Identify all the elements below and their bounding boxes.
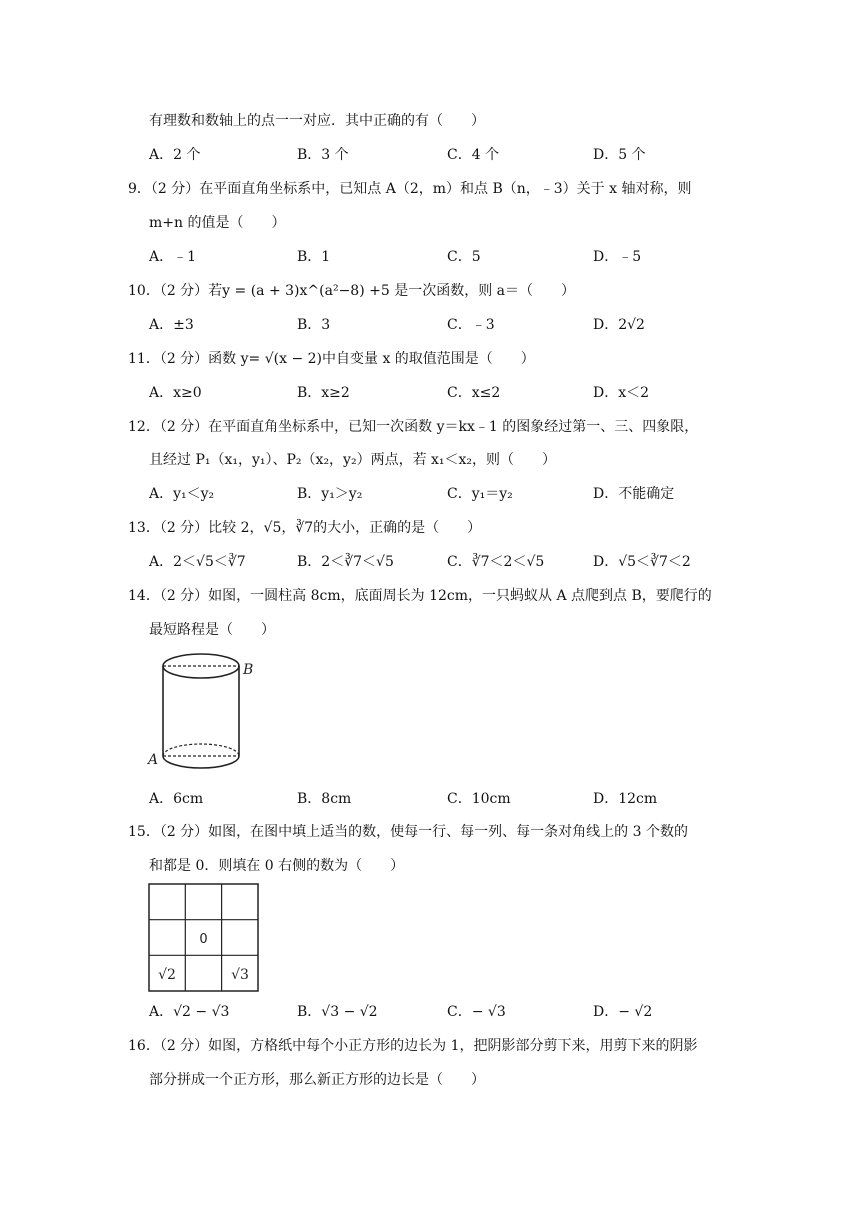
cylinder-bottom-back-arc xyxy=(163,744,239,756)
q15-option-b: B．√3 − √2 xyxy=(297,1004,378,1020)
grid-cell-center: 0 xyxy=(199,932,208,947)
q15-option-d: D．− √2 xyxy=(593,1004,653,1020)
q12-text-cont: 且经过 P₁（x₁，y₁）、P₂（x₂，y₂）两点，若 x₁＜x₂，则（ ） xyxy=(149,452,557,468)
q10-text: 10．（2 分）若y = (a + 3)x^(a²−8) +5 是一次函数，则 a＝（ ） xyxy=(128,283,576,299)
q13-option-c: C．∛7＜2＜√5 xyxy=(447,554,545,570)
q11-option-a: A．x≥0 xyxy=(149,385,202,401)
q15-option-a: A．√2 − √3 xyxy=(149,1004,230,1020)
q11-option-b: B．x≥2 xyxy=(297,385,350,401)
magic-square-grid xyxy=(148,883,260,993)
q10-option-a: A．±3 xyxy=(149,317,194,333)
q14-option-a: A．6cm xyxy=(149,791,204,807)
q8-option-b: B．3 个 xyxy=(297,147,349,163)
q10-option-b: B．3 xyxy=(297,317,331,333)
q12-option-a: A．y₁＜y₂ xyxy=(149,486,215,502)
q13-option-b: B．2＜∛7＜√5 xyxy=(297,554,394,570)
q11-option-c: C．x≤2 xyxy=(447,385,501,401)
q13-option-d: D．√5＜∛7＜2 xyxy=(593,554,691,570)
q11-text: 11．（2 分）函数 y= √(x − 2)中自变量 x 的取值范围是（ ） xyxy=(128,351,535,367)
q16-text: 16．（2 分）如图，方格纸中每个小正方形的边长为 1，把阴影部分剪下来，用剪下来的阴影 xyxy=(128,1038,698,1054)
q11-option-d: D．x＜2 xyxy=(593,385,650,401)
q14-option-b: B．8cm xyxy=(297,791,352,807)
q9-text: 9．（2 分）在平面直角坐标系中，已知点 A（2，m）和点 B（n，﹣3）关于 x 轴对称，则 xyxy=(128,181,692,197)
q9-option-d: D．﹣5 xyxy=(593,249,642,265)
q15-text: 15．（2 分）如图，在图中填上适当的数，使每一行、每一列、每一条对角线上的 3 个数的 xyxy=(128,824,688,840)
q9-option-b: B．1 xyxy=(297,249,331,265)
q8-option-a: A．2 个 xyxy=(149,147,201,163)
q15-option-c: C．− √3 xyxy=(447,1004,506,1020)
q9-option-a: A．﹣1 xyxy=(149,249,197,265)
cylinder-bottom-front-arc xyxy=(163,756,239,768)
q14-option-c: C．10cm xyxy=(447,791,511,807)
q8-text: 有理数和数轴上的点一一对应．其中正确的有（ ） xyxy=(149,113,485,129)
q12-option-c: C．y₁＝y₂ xyxy=(447,486,513,502)
q14-text-cont: 最短路程是（ ） xyxy=(149,622,275,638)
q10-option-d: D．2√2 xyxy=(593,317,645,333)
point-a-label: A xyxy=(148,752,159,768)
q15-text-cont: 和都是 0．则填在 0 右侧的数为（ ） xyxy=(149,858,405,874)
q10-option-c: C．﹣3 xyxy=(447,317,495,333)
q14-option-d: D．12cm xyxy=(593,791,658,807)
q9-option-c: C．5 xyxy=(447,249,481,265)
q12-option-b: B．y₁＞y₂ xyxy=(297,486,363,502)
q12-option-d: D．不能确定 xyxy=(593,486,675,502)
point-b-label: B xyxy=(243,662,254,678)
grid-cell-bottom-right: √3 xyxy=(231,967,249,983)
q14-text: 14．（2 分）如图，一圆柱高 8cm，底面周长为 12cm，一只蚂蚁从 A 点爬到点 B，要爬行的 xyxy=(128,588,712,604)
cylinder-figure xyxy=(146,646,258,776)
q12-text: 12．（2 分）在平面直角坐标系中，已知一次函数 y＝kx﹣1 的图象经过第一、三、四象限， xyxy=(128,419,699,435)
grid-cell-bottom-left: √2 xyxy=(158,967,176,983)
q13-option-a: A．2＜√5＜∛7 xyxy=(149,554,246,570)
q9-text-cont: m+n 的值是（ ） xyxy=(149,215,286,231)
q16-text-cont: 部分拼成一个正方形，那么新正方形的边长是（ ） xyxy=(149,1072,485,1088)
q13-text: 13．（2 分）比较 2，√5，∛7的大小，正确的是（ ） xyxy=(128,520,482,536)
q8-option-d: D．5 个 xyxy=(593,147,646,163)
q8-option-c: C．4 个 xyxy=(447,147,500,163)
